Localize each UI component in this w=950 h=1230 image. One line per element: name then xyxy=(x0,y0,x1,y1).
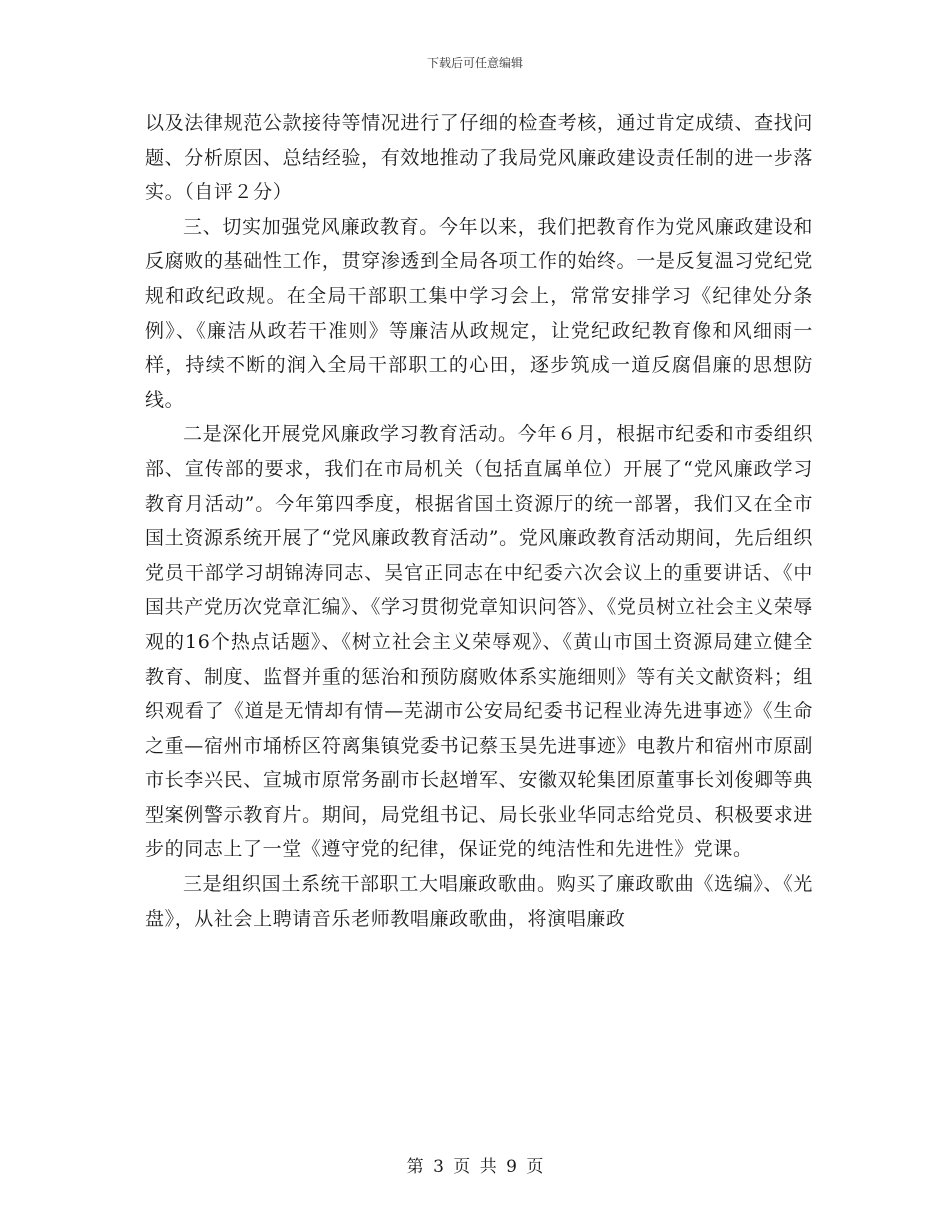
paragraph-continuation: 以及法律规范公款接待等情况进行了仔细的检查考核，通过肯定成绩、查找问题、分析原因、总结经验，有效地推动了我局党风廉政建设责任制的进一步落实。（自评２分） xyxy=(145,112,813,204)
paragraph-section-three: 三、切实加强党风廉政教育。今年以来，我们把教育作为党风廉政建设和反腐败的基础性工作，贯穿渗透到全局各项工作的始终。一是反复温习党纪党规和政纪政规。在全局干部职工集中学习会上，常常安排学习《纪律处分条例》、《廉洁从政若干准则》等廉洁从政规定，让党纪政纪教育像和风细雨一样，持续不断的润入全局干部职工的心田，逐步筑成一道反腐倡廉的思想防线。 xyxy=(145,215,813,411)
page-number-footer: 第 3 页 共 9 页 xyxy=(406,1157,544,1177)
paragraph-item-three: 三是组织国土系统干部职工大唱廉政歌曲。购买了廉政歌曲《选编》、《光盘》，从社会上聘请音乐老师教唱廉政歌曲，将演唱廉政 xyxy=(145,873,813,930)
page-header-note: 下载后可任意编辑 xyxy=(426,56,523,70)
document-body xyxy=(145,106,813,936)
paragraph-item-two: 二是深化开展党风廉政学习教育活动。今年６月，根据市纪委和市委组织部、宣传部的要求，我们在市局机关（包括直属单位）开展了“党风廉政学习教育月活动”。今年第四季度，根据省国土资源厅的统一部署，我们又在全市国土资源系统开展了“党风廉政教育活动”。党风廉政教育活动期间，先后组织党员干部学习胡锦涛同志、吴官正同志在中纪委六次会议上的重要讲话、《中国共产党历次党章汇编》、《学习贯彻党章知识问答》、《党员树立社会主义荣辱观的16个热点话题》、《树立社会主义荣辱观》、《黄山市国土资源局建立健全教育、制度、监督并重的惩治和预防腐败体系实施细则》等有关文献资料；组织观看了《道是无情却有情—芜湖市公安局纪委书记程业涛先进事迹》《生命之重—宿州市埇桥区符离集镇党委书记蔡玉昊先进事迹》电教片和宿州市原副市长李兴民、宣城市原常务副市长赵增军、安徽双轮集团原董事长刘俊卿等典型案例警示教育片。期间，局党组书记、局长张业华同志给党员、积极要求进步的同志上了一堂《遵守党的纪律，保证党的纯洁性和先进性》党课。 xyxy=(145,423,813,861)
